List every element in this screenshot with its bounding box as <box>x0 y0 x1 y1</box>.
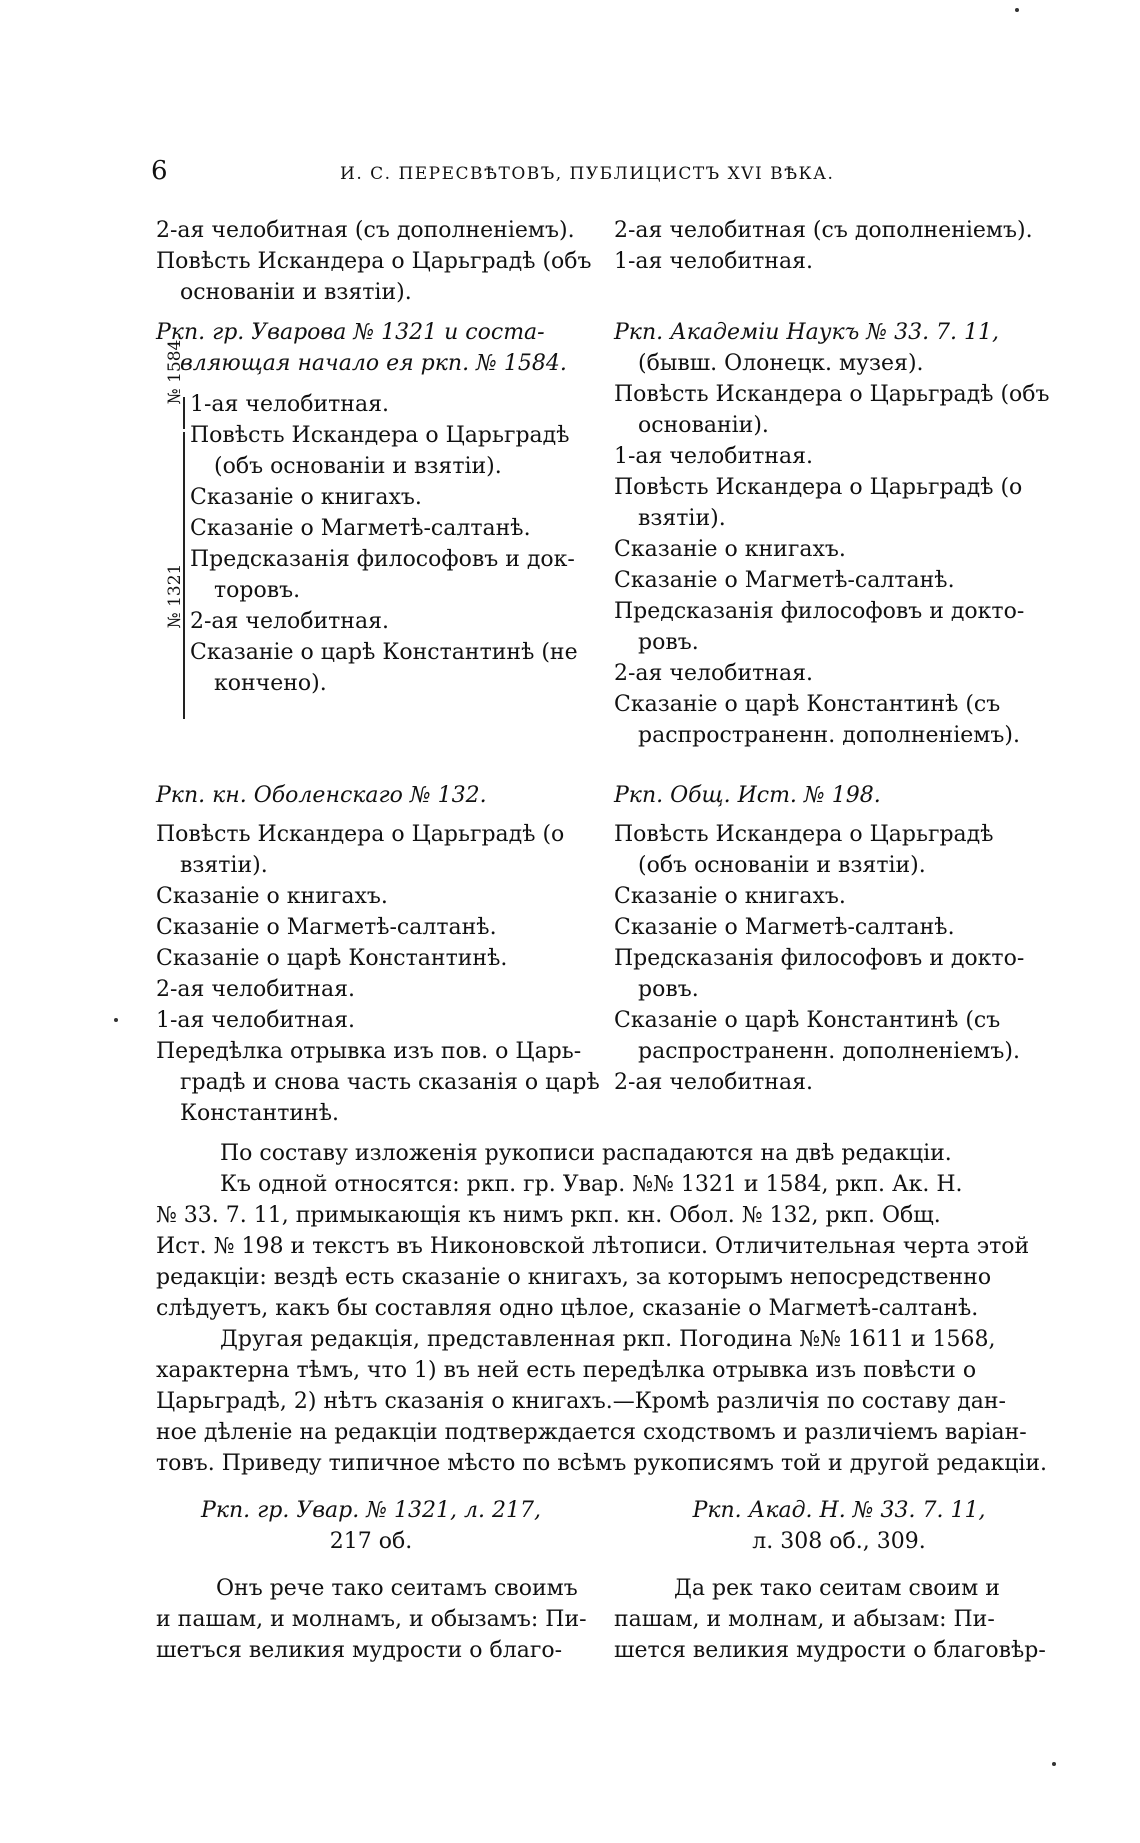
list-item: 1-ая челобитная. <box>190 392 389 417</box>
list-item: Повѣсть Искандера о Царьградѣ <box>614 822 994 847</box>
list-item: Предсказанія философовъ и докто- <box>614 599 1025 624</box>
list-item: 2-ая челобитная. <box>156 977 355 1002</box>
quote-heading: Ркп. гр. Увар. № 1321, л. 217, <box>201 1498 541 1523</box>
paragraph-line: редакціи: вездѣ есть сказаніе о книгахъ, за которымъ непосредственно <box>156 1265 992 1290</box>
quote-line: Да рек тако сеитам своим и <box>674 1576 1000 1601</box>
list-item: 1-ая челобитная. <box>156 1008 355 1033</box>
list-item: Сказаніе о царѣ Константинѣ. <box>156 946 508 971</box>
list-item: Сказаніе о книгахъ. <box>614 884 846 909</box>
list-item: Повѣсть Искандера о Царьградѣ (о <box>614 475 1023 500</box>
quote-right <box>614 1495 1064 1666</box>
list-item: Сказаніе о книгахъ. <box>156 884 388 909</box>
list-item: Сказаніе о Магметѣ-салтанѣ. <box>614 568 955 593</box>
list-item: торовъ. <box>214 578 301 603</box>
list-item: Повѣсть Искандера о Царьградѣ (объ <box>614 382 1050 407</box>
academy-manuscript <box>614 317 1064 751</box>
manuscript-heading-cont: вляющая начало ея ркп. № 1584. <box>180 351 567 376</box>
list-item: распространенн. дополненіемъ). <box>638 1039 1020 1064</box>
running-title: И. С. ПЕРЕСВѢТОВЪ, ПУБЛИЦИСТЪ XVI ВѢКА. <box>340 164 835 184</box>
paragraph-line: Царьградѣ, 2) нѣтъ сказанія о книгахъ.—Кромѣ различія по составу дан- <box>156 1389 1006 1414</box>
body-text <box>156 1138 1049 1479</box>
list-item: кончено). <box>214 671 327 696</box>
uvarov-contents <box>190 389 590 699</box>
manuscript-heading: Ркп. Академіи Наукъ № 33. 7. 11, <box>614 320 1000 345</box>
manuscript-heading: Ркп. кн. Оболенскаго № 132. <box>156 783 487 808</box>
scan-speck <box>1015 8 1019 12</box>
list-item: 2-ая челобитная (съ дополненіемъ). <box>614 218 1033 243</box>
list-item: основаніи и взятіи). <box>180 280 412 305</box>
paragraph-line: характерна тѣмъ, что 1) въ ней есть передѣлка отрывка изъ повѣсти о <box>156 1358 977 1383</box>
list-item: Повѣсть Искандера о Царьградѣ (объ <box>156 249 592 274</box>
bracket-1321 <box>183 432 185 719</box>
list-item: основаніи). <box>638 413 769 438</box>
quote-line: Онъ рече тако сеитамъ своимъ <box>216 1576 578 1601</box>
label-1321: № 1321 <box>165 563 185 629</box>
label-1584: № 1584 <box>165 339 185 405</box>
paragraph-line: Другая редакція, представленная ркп. Погодина №№ 1611 и 1568, <box>220 1327 996 1352</box>
quote-heading: Ркп. Акад. Н. № 33. 7. 11, <box>692 1498 986 1523</box>
list-item: Сказаніе о Магметѣ-салтанѣ. <box>190 516 531 541</box>
list-item: Повѣсть Искандера о Царьградѣ <box>190 423 570 448</box>
list-item: Повѣсть Искандера о Царьградѣ (о <box>156 822 565 847</box>
list-item: Сказаніе о Магметѣ-салтанѣ. <box>614 915 955 940</box>
list-item: распространенн. дополненіемъ). <box>638 723 1020 748</box>
paragraph-line: товъ. Приведу типичное мѣсто по всѣмъ рукописямъ той и другой редакціи. <box>156 1451 1048 1476</box>
bracket-1584 <box>183 397 185 429</box>
quote-heading-cont: л. 308 об., 309. <box>752 1529 926 1554</box>
quote-line: шется великия мудрости о благовѣр- <box>614 1638 1046 1663</box>
quote-heading-cont: 217 об. <box>329 1529 413 1554</box>
paragraph-line: слѣдуетъ, какъ бы составляя одно цѣлое, сказаніе о Магметѣ-салтанѣ. <box>156 1296 979 1321</box>
list-item: взятіи). <box>638 506 726 531</box>
list-item: Сказаніе о царѣ Константинѣ (съ <box>614 1008 1001 1033</box>
list-item: (бывш. Олонецк. музея). <box>638 351 924 376</box>
left-column-top <box>156 215 592 308</box>
quote-line: и пашам, и молнамъ, и обызамъ: Пи- <box>156 1607 587 1632</box>
paragraph-line: По составу изложенія рукописи распадаются на двѣ редакціи. <box>220 1141 952 1166</box>
society-manuscript <box>614 780 1064 1098</box>
scan-speck <box>1052 1762 1056 1766</box>
uvarov-manuscript-heading <box>156 317 581 379</box>
list-item: (объ основаніи и взятіи). <box>638 853 926 878</box>
list-item: ровъ. <box>638 977 699 1002</box>
paragraph-line: № 33. 7. 11, примыкающія къ нимъ ркп. кн. Обол. № 132, ркп. Общ. <box>156 1203 941 1228</box>
quote-left <box>156 1495 586 1666</box>
scan-speck <box>114 1018 118 1022</box>
list-item: Передѣлка отрывка изъ пов. о Царь- <box>156 1039 582 1064</box>
page-number: 6 <box>151 156 168 186</box>
list-item: (объ основаніи и взятіи). <box>214 454 502 479</box>
list-item: 2-ая челобитная. <box>190 609 389 634</box>
right-column-top <box>614 215 1064 277</box>
list-item: Сказаніе о царѣ Константинѣ (съ <box>614 692 1001 717</box>
quote-line: шетъся великия мудрости о благо- <box>156 1638 563 1663</box>
list-item: Сказаніе о книгахъ. <box>190 485 422 510</box>
paragraph-line: ное дѣленіе на редакціи подтверждается сходствомъ и различіемъ варіан- <box>156 1420 1027 1445</box>
list-item: Предсказанія философовъ и док- <box>190 547 575 572</box>
manuscript-heading: Ркп. гр. Уварова № 1321 и соста- <box>156 320 545 345</box>
list-item: 2-ая челобитная. <box>614 661 813 686</box>
list-item: 2-ая челобитная (съ дополненіемъ). <box>156 218 575 243</box>
list-item: 1-ая челобитная. <box>614 444 813 469</box>
paragraph-line: Ист. № 198 и текстъ въ Никоновской лѣтописи. Отличительная черта этой <box>156 1234 1030 1259</box>
list-item: Константинѣ. <box>180 1101 339 1126</box>
list-item: взятіи). <box>180 853 268 878</box>
list-item: Сказаніе о Магметѣ-салтанѣ. <box>156 915 497 940</box>
list-item: 1-ая челобитная. <box>614 249 813 274</box>
obolensky-manuscript <box>156 780 600 1129</box>
list-item: Сказаніе о книгахъ. <box>614 537 846 562</box>
list-item: Сказаніе о царѣ Константинѣ (не <box>190 640 578 665</box>
quote-line: пашам, и молнам, и абызам: Пи- <box>614 1607 995 1632</box>
list-item: градѣ и снова часть сказанія о царѣ <box>180 1070 600 1095</box>
list-item: 2-ая челобитная. <box>614 1070 813 1095</box>
list-item: ровъ. <box>638 630 699 655</box>
list-item: Предсказанія философовъ и докто- <box>614 946 1025 971</box>
paragraph-line: Къ одной относятся: ркп. гр. Увар. №№ 1321 и 1584, ркп. Ак. Н. <box>220 1172 963 1197</box>
manuscript-heading: Ркп. Общ. Ист. № 198. <box>614 783 881 808</box>
